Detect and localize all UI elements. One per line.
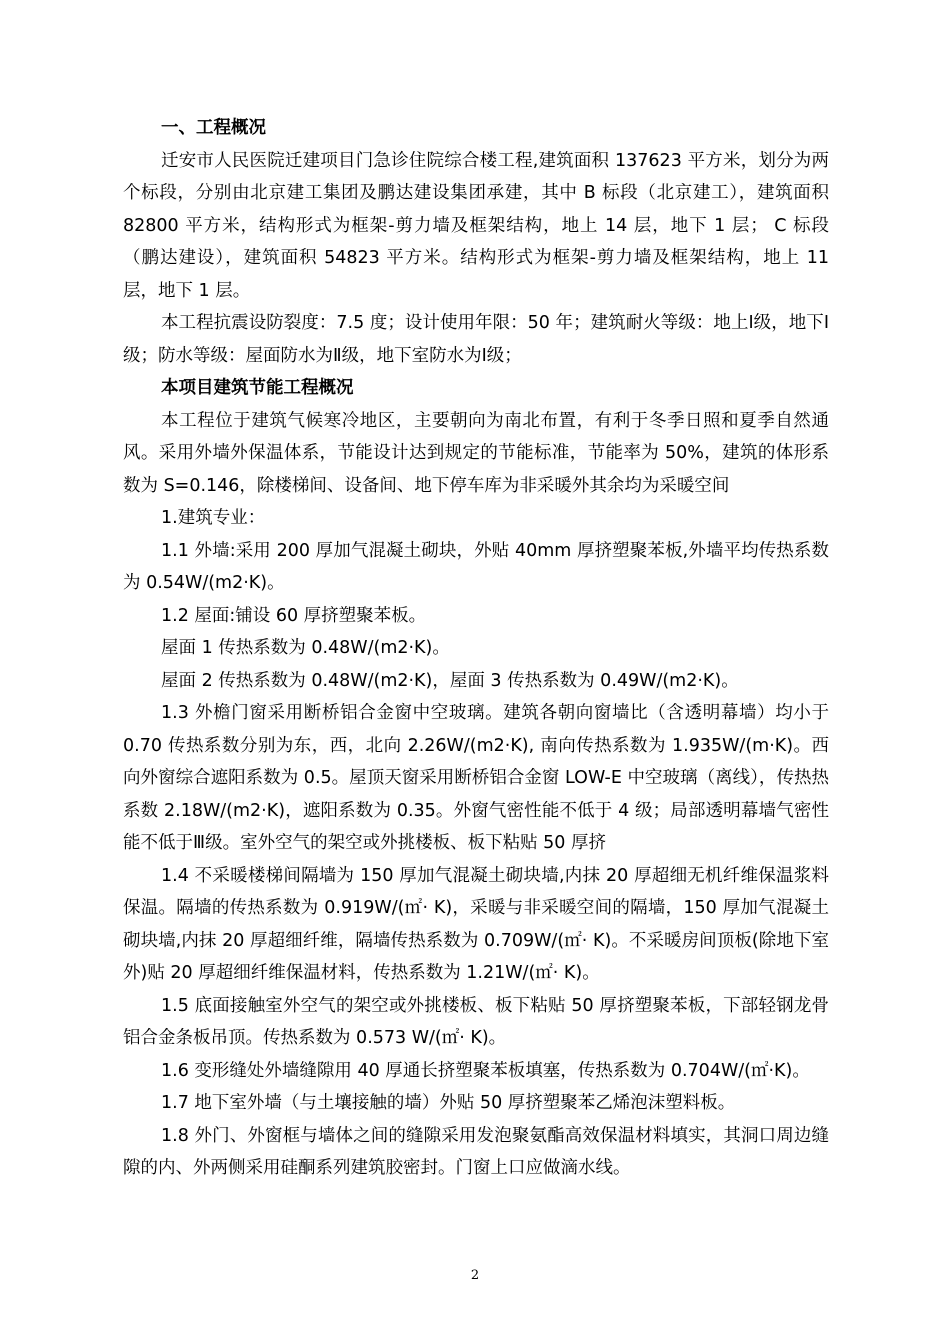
item-stair-walls: 1.4 不采暖楼梯间隔墙为 150 厚加气混凝土砌块墙,内抹 20 厚超细无机纤维保温浆料保温。隔墙的传热系数为 0.919W/(㎡· K)，采暖与非采暖空间的隔墙，150 厚加气混凝土砌块墙,内抹 20 厚超细纤维，隔墙传热系数为 0.709W/(㎡· K)。不采暖房间顶板(除地下室外)贴 20 厚超细纤维保温材料，传热系数为 1.21W/(㎡· K)。 [123, 865, 829, 983]
item-roof: 1.2 屋面:铺设 60 厚挤塑聚苯板。 [161, 605, 427, 626]
energy-paragraph: 本工程位于建筑气候寒冷地区，主要朝向为南北布置，有利于冬季日照和夏季自然通风。采用外墙外保温体系，节能设计达到规定的节能标准，节能率为 50%，建筑的体形系数为 S=0.146，除楼梯间、设备间、地下停车库为非采暖外其余均为采暖空间 [123, 410, 829, 496]
item-expansion-joint: 1.6 变形缝处外墙缝隙用 40 厚通长挤塑聚苯板填塞，传热系数为 0.704W/(㎡·K)。 [161, 1060, 810, 1081]
item-windows: 1.3 外檐门窗采用断桥铝合金窗中空玻璃。建筑各朝向窗墙比（含透明幕墙）均小于 0.70 传热系数分别为东，西，北向 2.26W/(m2·K), 南向传热系数为 1.935W/(m·K)。西向外窗综合遮阳系数为 0.5。屋顶天窗采用断桥铝合金窗 LOW-E 中空玻璃（离线），传热热系数 2.18W/(m2·K)，遮阳系数为 0.35。外窗气密性能不低于 4 级；局部透明幕墙气密性能不低于Ⅲ级。室外空气的架空或外挑楼板、板下粘贴 50 厚挤 [123, 703, 829, 853]
overview-paragraph: 迁安市人民医院迁建项目门急诊住院综合楼工程,建筑面积 137623 平方米，划分为两个标段，分别由北京建工集团及鹏达建设集团承建，其中 B 标段（北京建工），建筑面积 82800 平方米，结构形式为框架-剪力墙及框架结构，地上 14 层，地下 1 层； C 标段（鹏达建设），建筑面积 54823 平方米。结构形式为框架-剪力墙及框架结构，地上 11 层，地下 1 层。 [123, 150, 829, 301]
item-basement-wall: 1.7 地下室外墙（与土壤接触的墙）外贴 50 厚挤塑聚苯乙烯泡沫塑料板。 [161, 1093, 736, 1113]
item-window-frame-seal: 1.8 外门、外窗框与墙体之间的缝隙采用发泡聚氨酯高效保温材料填实，其洞口周边缝隙的内、外两侧采用硅酮系列建筑胶密封。门窗上口应做滴水线。 [123, 1125, 829, 1178]
item-roof-2-3: 屋面 2 传热系数为 0.48W/(m2·K)，屋面 3 传热系数为 0.49W/(m2·K)。 [161, 670, 739, 691]
document-page [123, 112, 829, 1185]
seismic-paragraph: 本工程抗震设防裂度：7.5 度；设计使用年限：50 年；建筑耐火等级：地上Ⅰ级，地下Ⅰ级；防水等级：屋面防水为Ⅱ级，地下室防水为Ⅰ级； [123, 313, 829, 366]
page-number: 2 [470, 1268, 480, 1283]
item-roof-1: 屋面 1 传热系数为 0.48W/(m2·K)。 [161, 638, 450, 658]
item-floor-slab: 1.5 底面接触室外空气的架空或外挑楼板、板下粘贴 50 厚挤塑聚苯板，下部轻钢龙骨铝合金条板吊顶。传热系数为 0.573 W/(㎡· K)。 [123, 995, 829, 1048]
energy-heading: 本项目建筑节能工程概况 [161, 378, 354, 398]
architecture-label: 1.建筑专业： [161, 508, 266, 528]
section-title: 一、工程概况 [161, 118, 266, 138]
item-exterior-wall: 1.1 外墙:采用 200 厚加气混凝土砌块，外贴 40mm 厚挤塑聚苯板,外墙平均传热系数为 0.54W/(m2·K)。 [123, 540, 829, 593]
